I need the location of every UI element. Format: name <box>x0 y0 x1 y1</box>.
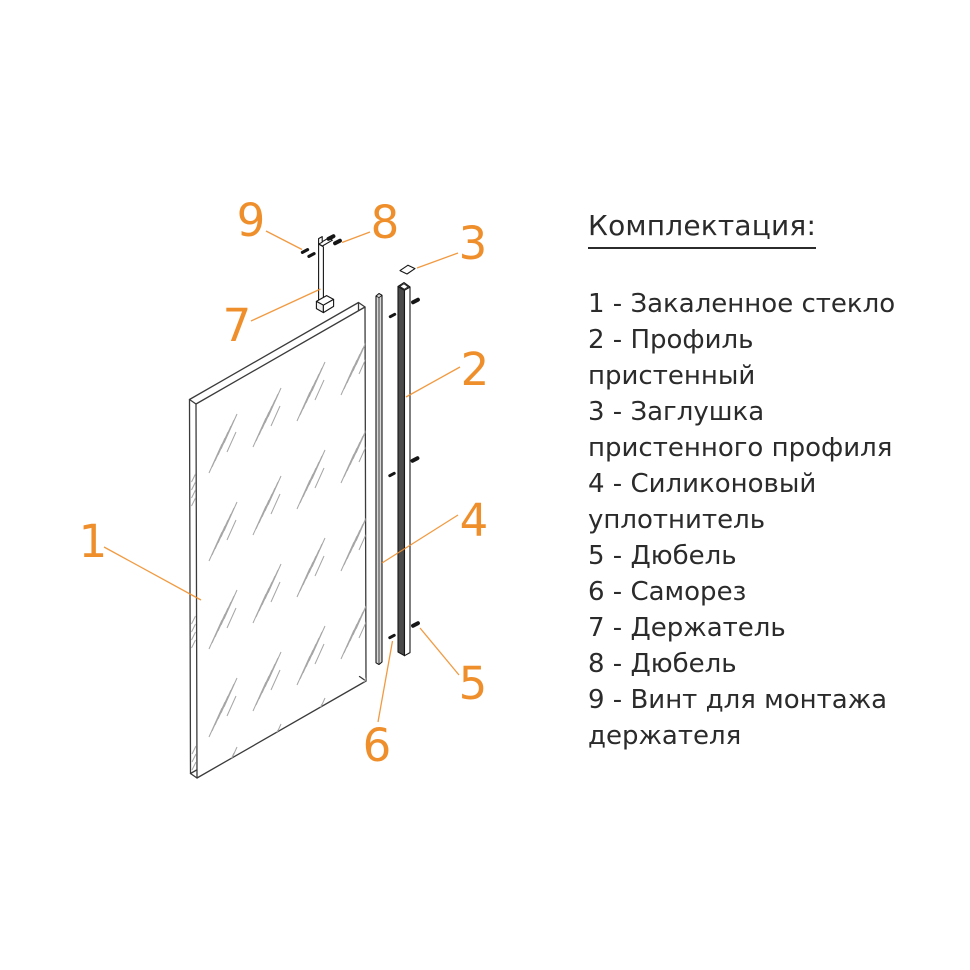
holder-screws <box>300 247 316 258</box>
glass-front-face <box>196 307 366 778</box>
screw <box>388 633 396 639</box>
legend-items <box>588 286 948 754</box>
legend-item-line: пристенного профиля <box>588 433 893 463</box>
callout-3: 3 <box>458 217 488 270</box>
legend-item-line: держателя <box>588 721 742 751</box>
legend-item-line: 1 - Закаленное стекло <box>588 289 896 319</box>
legend-item-1 <box>588 286 948 322</box>
legend-item-7 <box>588 610 948 646</box>
legend-title: Комплектация: <box>588 209 816 249</box>
holder-dowels <box>326 234 343 246</box>
legend-item-line: 3 - Заглушка <box>588 397 765 427</box>
callout-9: 9 <box>236 194 266 247</box>
holder-top-lip <box>319 237 323 245</box>
legend-item-line: 6 - Саморез <box>588 577 747 607</box>
legend-item-8 <box>588 646 948 682</box>
callout-6: 6 <box>362 719 392 772</box>
legend-item-line: 2 - Профиль <box>588 325 754 355</box>
leader-4 <box>382 515 458 563</box>
screw <box>300 247 309 254</box>
tempered-glass <box>190 303 370 807</box>
screw <box>307 251 316 258</box>
callout-7: 7 <box>222 299 252 352</box>
legend-item-line: 7 - Держатель <box>588 613 786 643</box>
screw <box>388 312 396 318</box>
dowel <box>410 621 420 629</box>
legend-item-3 <box>588 394 948 466</box>
leader-2 <box>406 367 460 397</box>
legend-item-line: уплотнитель <box>588 505 766 535</box>
leader-9 <box>266 231 302 250</box>
callout-8: 8 <box>370 196 400 249</box>
profile-dowels <box>410 297 421 628</box>
leader-3 <box>417 253 458 268</box>
legend <box>588 209 948 754</box>
legend-item-line: пристенный <box>588 361 756 391</box>
leader-7 <box>251 289 321 321</box>
glass-holder <box>316 237 333 313</box>
dowel <box>410 456 420 464</box>
callout-2: 2 <box>460 343 490 396</box>
callout-5: 5 <box>458 657 488 710</box>
legend-item-line: 9 - Винт для монтажа <box>588 685 888 715</box>
callout-4: 4 <box>459 494 489 547</box>
silicone-seal <box>376 294 382 665</box>
leader-1 <box>104 547 201 600</box>
dowel <box>410 297 420 305</box>
wall-profile <box>398 283 410 656</box>
legend-item-2 <box>588 322 948 394</box>
legend-item-4 <box>588 466 948 538</box>
legend-item-5 <box>588 538 948 574</box>
screw <box>388 471 396 477</box>
holder-bar <box>319 244 324 305</box>
profile-screws <box>388 312 397 639</box>
legend-item-line: 4 - Силиконовый <box>588 469 817 499</box>
leader-5 <box>420 628 459 675</box>
legend-item-6 <box>588 574 948 610</box>
legend-item-9 <box>588 682 948 754</box>
profile-dark-face <box>398 287 405 656</box>
dowel <box>332 238 342 246</box>
callout-1: 1 <box>78 515 108 568</box>
profile-end-cap <box>400 265 415 274</box>
profile-light-face <box>405 287 411 656</box>
leader-8 <box>342 232 370 243</box>
legend-item-line: 8 - Дюбель <box>588 649 737 679</box>
legend-item-line: 5 - Дюбель <box>588 541 737 571</box>
